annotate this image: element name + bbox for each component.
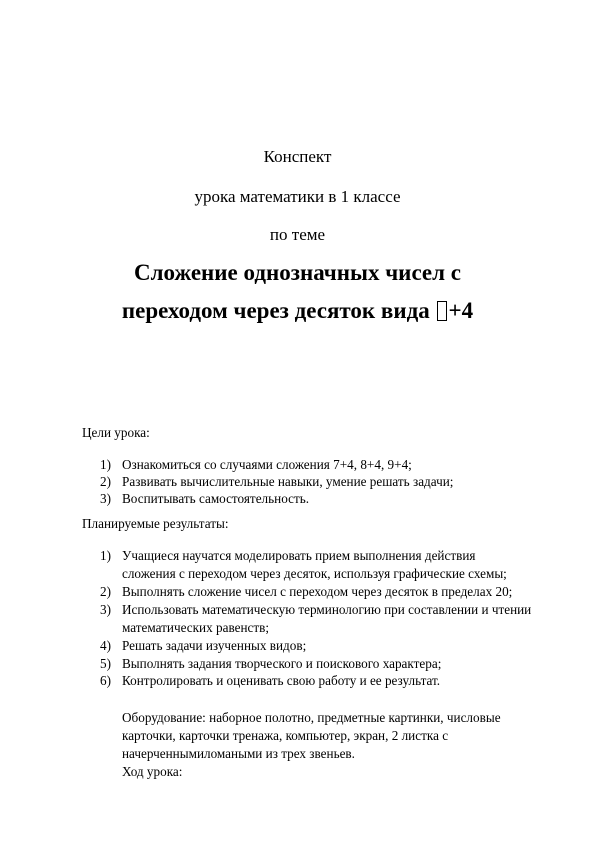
equipment-line: начерченнымиломаными из трех звеньев. (122, 746, 355, 761)
title-line-1: Сложение однозначных чисел с (134, 260, 461, 285)
result-text-line: математических равенств; (122, 620, 270, 635)
title-line-2-text: переходом через десяток вида (121, 298, 430, 323)
goals-heading: Цели урока: (82, 425, 150, 440)
header-line-konspekt: Конспект (263, 147, 332, 166)
goal-text: Воспитывать самостоятельность. (122, 491, 310, 506)
title-line-2 (0, 298, 595, 324)
result-text-line: Учащиеся научатся моделировать прием выполнения действия (122, 548, 476, 563)
result-number: 4) (100, 638, 111, 653)
result-number: 5) (100, 656, 111, 671)
result-number: 6) (100, 673, 111, 688)
result-text-line: Использовать математическую терминологию при составлении и чтении (122, 602, 532, 617)
equipment-line: карточки, карточки тренажа, компьютер, экран, 2 листка с (122, 728, 449, 743)
lesson-course-heading: Ход урока: (122, 764, 183, 779)
result-number: 1) (100, 548, 111, 563)
result-number: 2) (100, 584, 111, 599)
result-text-line: Выполнять сложение чисел с переходом через десяток в пределах 20; (122, 584, 513, 599)
equipment-line: Оборудование: наборное полотно, предметные картинки, числовые (122, 710, 501, 725)
goal-number: 1) (100, 457, 111, 472)
goal-number: 3) (100, 491, 111, 506)
empty-box-placeholder (437, 301, 447, 321)
result-number: 3) (100, 602, 111, 617)
result-text-line: Выполнять задания творческого и поискового характера; (122, 656, 442, 671)
goal-number: 2) (100, 474, 111, 489)
goal-text: Ознакомиться со случаями сложения 7+4, 8+4, 9+4; (122, 457, 412, 472)
result-text-line: сложения с переходом через десяток, используя графические схемы; (122, 566, 507, 581)
header-line-topic: по теме (269, 225, 326, 244)
header-line-lesson: урока математики в 1 классе (194, 187, 401, 206)
results-heading: Планируемые результаты: (82, 516, 229, 531)
result-text-line: Контролировать и оценивать свою работу и ее результат. (122, 673, 441, 688)
result-text-line: Решать задачи изученных видов; (122, 638, 307, 653)
title-line-2-suffix: +4 (448, 298, 474, 323)
goal-text: Развивать вычислительные навыки, умение решать задачи; (122, 474, 454, 489)
